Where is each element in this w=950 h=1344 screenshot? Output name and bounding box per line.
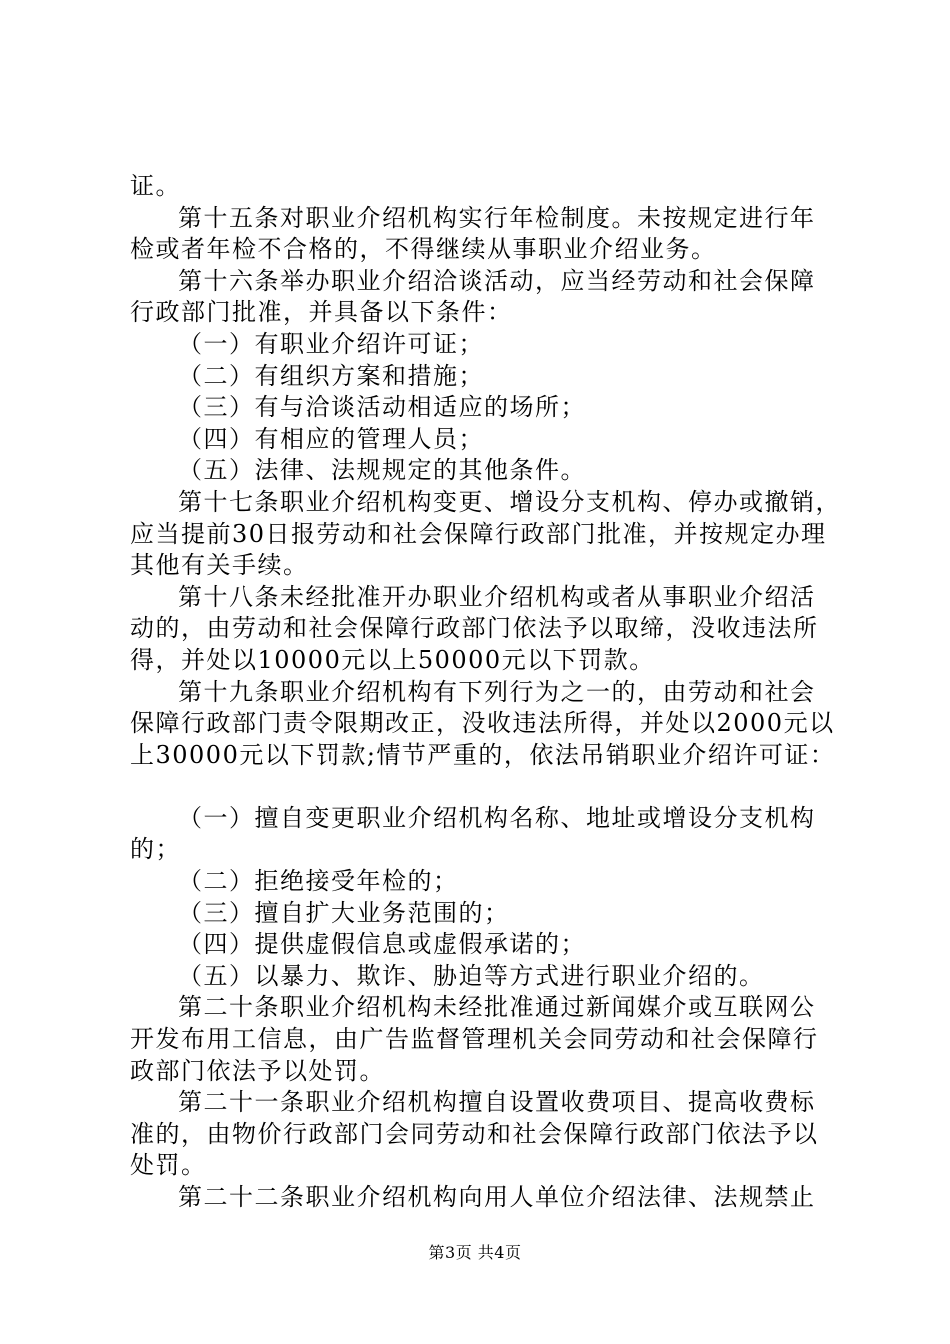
text-line: （二）拒绝接受年检的； — [178, 867, 459, 896]
text-line: 动的，由劳动和社会保障行政部门依法予以取缔，没收违法所 — [130, 614, 819, 643]
text-line: 第二十一条职业介绍机构擅自设置收费项目、提高收费标 — [178, 1088, 816, 1117]
document-body — [130, 171, 841, 1214]
text-line: 保障行政部门责令限期改正，没收违法所得，并处以2000元以 — [130, 709, 835, 738]
text-line: （二）有组织方案和措施； — [178, 361, 484, 390]
text-line: （五）以暴力、欺诈、胁迫等方式进行职业介绍的。 — [178, 961, 765, 990]
page-footer: 第3页 共4页 — [428, 1243, 522, 1262]
text-line: 得，并处以10000元以上50000元以下罚款。 — [130, 645, 655, 674]
text-line: （四）提供虚假信息或虚假承诺的； — [178, 930, 586, 959]
text-line: 第十八条未经批准开办职业介绍机构或者从事职业介绍活 — [178, 582, 816, 611]
text-line: 其他有关手续。 — [130, 551, 309, 580]
text-line: （一）擅自变更职业介绍机构名称、地址或增设分支机构 — [178, 803, 816, 832]
text-line: 第十五条对职业介绍机构实行年检制度。未按规定进行年 — [178, 203, 816, 232]
text-line: 第二十二条职业介绍机构向用人单位介绍法律、法规禁止 — [178, 1183, 816, 1211]
text-line: 准的，由物价行政部门会同劳动和社会保障行政部门依法予以 — [130, 1119, 819, 1148]
text-line: 开发布用工信息，由广告监督管理机关会同劳动和社会保障行 — [130, 1025, 819, 1054]
text-line: 第十七条职业介绍机构变更、增设分支机构、停办或撤销， — [178, 487, 841, 516]
text-line: 的； — [130, 835, 181, 864]
text-line: 第十九条职业介绍机构有下列行为之一的，由劳动和社会 — [178, 677, 816, 706]
text-line: （五）法律、法规规定的其他条件。 — [178, 456, 586, 485]
text-line: 第十六条举办职业介绍洽谈活动，应当经劳动和社会保障 — [178, 266, 816, 295]
text-line: （三）擅自扩大业务范围的； — [178, 898, 510, 927]
text-line: 上30000元以下罚款;情节严重的，依法吊销职业介绍许可证： — [130, 740, 836, 769]
text-line: 检或者年检不合格的，不得继续从事职业介绍业务。 — [130, 235, 717, 264]
text-line: 第二十条职业介绍机构未经批准通过新闻媒介或互联网公 — [178, 993, 816, 1022]
text-line: （四）有相应的管理人员； — [178, 424, 484, 453]
text-line: （三）有与洽谈活动相适应的场所； — [178, 393, 586, 422]
blank-line — [130, 771, 830, 803]
text-line: 行政部门批准，并具备以下条件： — [130, 298, 513, 327]
text-line: 政部门依法予以处罚。 — [130, 1056, 385, 1085]
text-line: 证。 — [130, 172, 181, 200]
text-line: 处罚。 — [130, 1151, 207, 1180]
text-line: （一）有职业介绍许可证； — [178, 329, 484, 358]
text-line: 应当提前30日报劳动和社会保障行政部门批准，并按规定办理 — [130, 519, 827, 548]
